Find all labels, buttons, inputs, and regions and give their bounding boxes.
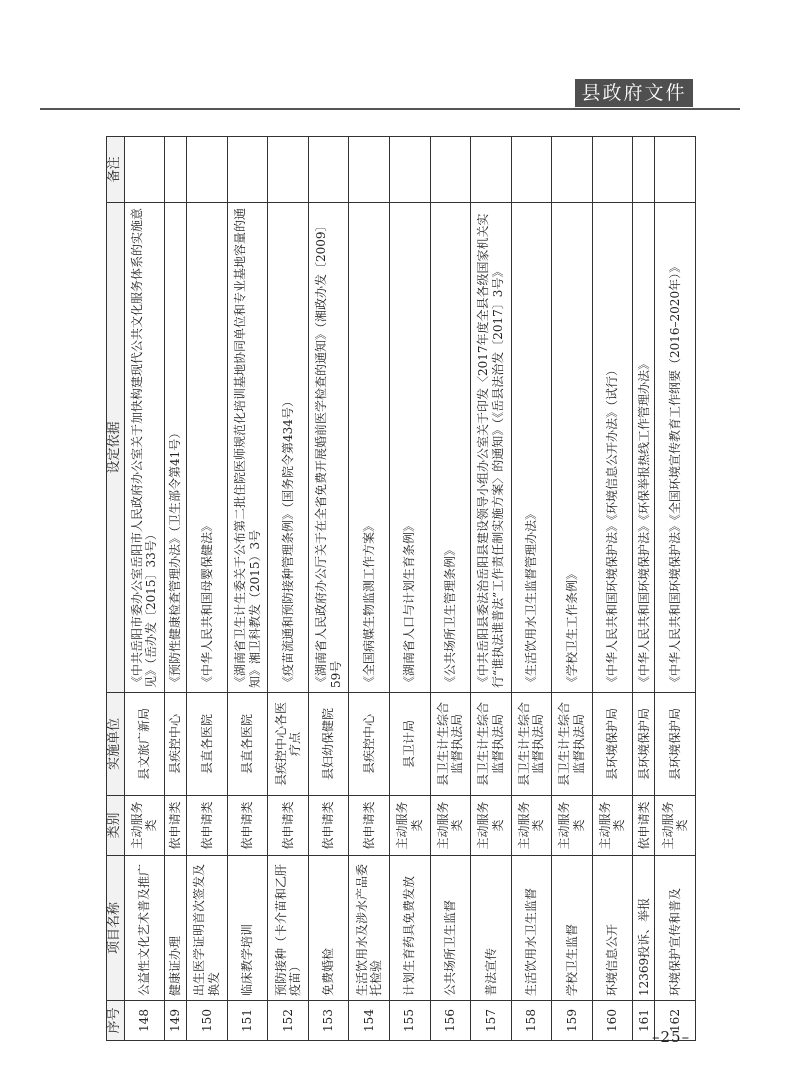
cell-note [308,137,349,203]
cell-unit: 县疾控中心各医疗点 [268,693,309,796]
cell-no: 162 [655,1001,696,1041]
table-row [430,137,471,1041]
cell-unit: 县卫生计生综合监督执法局 [471,693,512,796]
cell-unit: 县直各医院 [227,693,268,796]
header-unit: 实施单位 [107,693,125,796]
table-row [165,137,187,1041]
cell-name: 生活饮用水及涉水产品委托检验 [349,856,390,1001]
cell-name: 临床教学培训 [227,856,268,1001]
cell-basis: 《中华人民共和国环境保护法》《环境信息公开办法》（试行） [592,203,633,693]
cell-basis: 《公共场所卫生管理条例》 [430,203,471,693]
cell-no: 151 [227,1001,268,1041]
table-row [633,137,655,1041]
cell-name: 免费婚检 [308,856,349,1001]
cell-category: 依申请类 [349,796,390,856]
cell-basis: 《中共岳阳县委法治岳阳县建设领导小组办公室关于印发〈2017年度全县各级国家机关实行“谁执法谁普法”工作责任制实施方案〉的通知》（《岳县法治发〔2017〕3号》 [471,203,512,693]
cell-unit: 县妇幼保健院 [308,693,349,796]
cell-basis: 《湖南省人民政府办公厅关于在全省免费开展婚前医学检查的通知》（湘政办发〔2009〕59号 [308,203,349,693]
table-row [471,137,512,1041]
cell-note [552,137,593,203]
cell-note [389,137,430,203]
cell-name: 学校卫生监督 [552,856,593,1001]
cell-category: 主动服务类 [592,796,633,856]
table-row [227,137,268,1041]
cell-category: 主动服务类 [124,796,165,856]
table-row [511,137,552,1041]
cell-note [430,137,471,203]
cell-basis: 《疫苗流通和预防接种管理条例》（国务院令第434号） [268,203,309,693]
cell-unit: 县疾控中心 [349,693,390,796]
cell-basis: 《湖南省卫生计生委关于公布第二批住院医师规范化培训基地协同单位和专业基地容量的通知》湘卫科教发（2015）3号 [227,203,268,693]
cell-name: 公共场所卫生监督 [430,856,471,1001]
cell-category: 主动服务类 [511,796,552,856]
cell-unit: 县卫生计生综合监督执法局 [430,693,471,796]
cell-no: 153 [308,1001,349,1041]
header-rule [40,108,740,110]
cell-unit: 县卫生计生综合监督执法局 [511,693,552,796]
cell-no: 158 [511,1001,552,1041]
cell-category: 主动服务类 [471,796,512,856]
cell-category: 主动服务类 [389,796,430,856]
cell-name: 环境信息公开 [592,856,633,1001]
cell-no: 154 [349,1001,390,1041]
table-row [592,137,633,1041]
cell-basis: 《湖南省人口与计划生育条例》 [389,203,430,693]
cell-note [633,137,655,203]
cell-no: 149 [165,1001,187,1041]
cell-name: 预防接种（卡介苗和乙肝疫苗） [268,856,309,1001]
cell-note [124,137,165,203]
cell-basis: 《学校卫生工作条例》 [552,203,593,693]
cell-unit: 县文旅广新局 [124,693,165,796]
cell-no: 160 [592,1001,633,1041]
cell-note [655,137,696,203]
cell-basis: 《中共岳阳市委办公室岳阳市人民政府办公室关于加快构建现代公共文化服务体系的实施意见》（岳办发〔2015〕33号） [124,203,165,693]
cell-category: 依申请类 [187,796,228,856]
section-badge: 县政府文件 [575,79,693,107]
cell-category: 主动服务类 [552,796,593,856]
table-row [268,137,309,1041]
cell-unit: 县疾控中心 [165,693,187,796]
cell-note [349,137,390,203]
table-row [389,137,430,1041]
table-row [187,137,228,1041]
cell-category: 依申请类 [308,796,349,856]
cell-unit: 县环境保护局 [655,693,696,796]
cell-name: 计划生育药具免费发放 [389,856,430,1001]
cell-note [471,137,512,203]
cell-no: 157 [471,1001,512,1041]
header-name: 项目名称 [107,856,125,1001]
cell-name: 健康证办理 [165,856,187,1001]
cell-basis: 《中华人民共和国母婴保健法》 [187,203,228,693]
table-row [655,137,696,1041]
table-row [124,137,165,1041]
cell-no: 152 [268,1001,309,1041]
header-no: 序号 [107,1001,125,1041]
cell-basis: 《全国病媒生物监测工作方案》 [349,203,390,693]
cell-name: 12369投诉、举报 [633,856,655,1001]
cell-note [268,137,309,203]
header-category: 类别 [107,796,125,856]
cell-note [187,137,228,203]
header-note: 备注 [107,137,125,203]
cell-name: 生活饮用水卫生监督 [511,856,552,1001]
cell-no: 150 [187,1001,228,1041]
table-row [349,137,390,1041]
service-items-table [106,136,696,1041]
cell-basis: 《中华人民共和国环境保护法》《全国环境宣传教育工作纲要（2016–2020年）》 [655,203,696,693]
cell-category: 主动服务类 [655,796,696,856]
cell-note [165,137,187,203]
cell-basis: 《预防性健康检查管理办法》（卫生部令第41号） [165,203,187,693]
rotated-table-container [106,137,696,1041]
cell-no: 156 [430,1001,471,1041]
cell-unit: 县直各医院 [187,693,228,796]
cell-note [511,137,552,203]
cell-name: 普法宣传 [471,856,512,1001]
cell-category: 依申请类 [227,796,268,856]
cell-basis: 《中华人民共和国环境保护法》《环保举报热线工作管理办法》 [633,203,655,693]
cell-no: 161 [633,1001,655,1041]
page-number: –25– [652,1028,691,1046]
cell-unit: 县环境保护局 [592,693,633,796]
cell-note [227,137,268,203]
cell-name: 环境保护宣传和普及 [655,856,696,1001]
cell-no: 155 [389,1001,430,1041]
cell-category: 主动服务类 [430,796,471,856]
cell-category: 依申请类 [165,796,187,856]
cell-no: 148 [124,1001,165,1041]
cell-unit: 县卫生计生综合监督执法局 [552,693,593,796]
cell-no: 159 [552,1001,593,1041]
cell-basis: 《生活饮用水卫生监督管理办法》 [511,203,552,693]
cell-unit: 县环境保护局 [633,693,655,796]
table-header-row [107,137,125,1041]
cell-category: 依申请类 [633,796,655,856]
table-row [552,137,593,1041]
cell-unit: 县卫计局 [389,693,430,796]
cell-category: 依申请类 [268,796,309,856]
header-basis: 设定依据 [107,203,125,693]
cell-name: 公益性文化艺术普及推广 [124,856,165,1001]
cell-note [592,137,633,203]
cell-name: 出生医学证明首次签发及换发 [187,856,228,1001]
table-row [308,137,349,1041]
